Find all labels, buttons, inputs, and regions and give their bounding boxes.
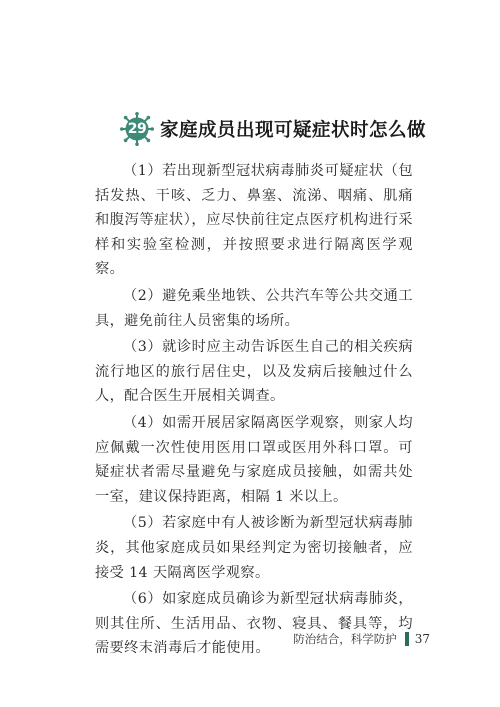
paragraph-3: （3）就诊时应主动告诉医生自己的相关疾病流行地区的旅行居住史，以及发病后接触过什么人，配合医生开展相关调查。	[95, 339, 413, 405]
section-number: 29	[127, 121, 147, 137]
paragraph-1: （1）若出现新型冠状病毒肺炎可疑症状（包括发热、干咳、乏力、鼻塞、流涕、咽痛、肌痛和腹泻等症状），应尽快前往定点医疗机构进行采样和实验室检测，并按照要求进行隔离医学观察。	[95, 163, 413, 278]
page-footer	[293, 631, 430, 647]
section-heading	[120, 111, 426, 147]
section-title: 家庭成员出现可疑症状时怎么做	[160, 120, 427, 141]
virus-number-badge	[120, 112, 154, 146]
paragraph-5: （5）若家庭中有人被诊断为新型冠状病毒肺炎，其他家庭成员如果经判定为密切接触者，应接受 14 天隔离医学观察。	[95, 515, 413, 581]
page-number: 37	[414, 632, 430, 646]
footer-divider	[405, 632, 409, 646]
paragraph-6: （6）如家庭成员确诊为新型冠状病毒肺炎，则其住所、生活用品、衣物、寝具、餐具等，均需要终末消毒后才能使用。	[95, 591, 413, 657]
footer-slogan: 防治结合，科学防护	[293, 632, 397, 646]
paragraph-4: （4）如需开展居家隔离医学观察，则家人均应佩戴一次性使用医用口罩或医用外科口罩。可疑症状者需尽量避免与家庭成员接触，如需共处一室，建议保持距离，相隔 1 米以上。	[95, 414, 413, 505]
body-text	[95, 159, 413, 663]
paragraph-2: （2）避免乘坐地铁、公共汽车等公共交通工具，避免前往人员密集的场所。	[95, 287, 413, 329]
